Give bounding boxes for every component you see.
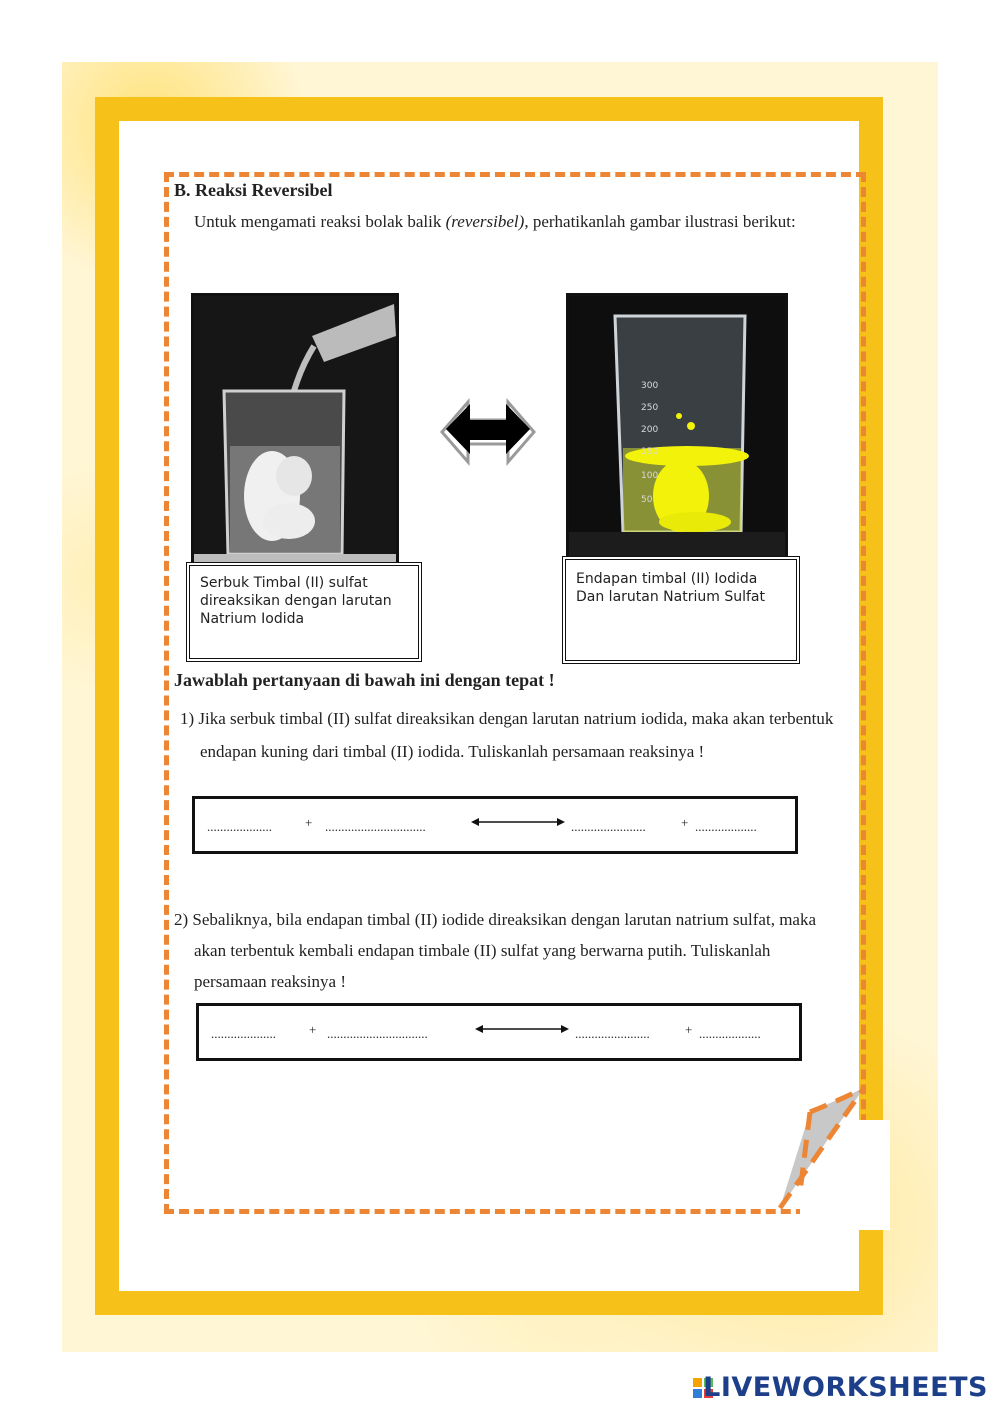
caption-left-line: direaksikan dengan larutan	[200, 593, 392, 609]
question-1-line: endapan kuning dari timbal (II) iodida. Tuliskanlah persamaan reaksinya !	[200, 742, 705, 761]
plus-sign: +	[681, 815, 689, 830]
blank-product-1[interactable]: .......................	[571, 819, 646, 834]
question-1	[180, 702, 864, 768]
blank-product-2[interactable]: ...................	[695, 819, 757, 834]
questions-heading: Jawablah pertanyaan di bawah ini dengan tepat !	[174, 670, 555, 690]
caption-right-line: Dan larutan Natrium Sulfat	[576, 589, 765, 605]
plus-sign: +	[685, 1022, 693, 1037]
question-2-line: 2) Sebaliknya, bila endapan timbal (II) iodide direaksikan dengan larutan natrium sulfat, maka	[174, 910, 817, 929]
equilibrium-arrow-icon	[471, 817, 565, 827]
intro-text: Untuk mengamati reaksi bolak balik (reversibel), perhatikanlah gambar ilustrasi berikut:	[194, 212, 796, 231]
section-heading: B. Reaksi Reversibel	[174, 180, 333, 200]
photo-lead-sulfate-beaker	[191, 293, 399, 571]
question-2	[174, 904, 864, 997]
question-1-line: 1) Jika serbuk timbal (II) sulfat direaksikan dengan larutan natrium iodida, maka akan terbentuk	[180, 709, 834, 728]
question-2-line: persamaan reaksinya !	[194, 972, 346, 991]
answer-box-2[interactable]	[196, 1003, 802, 1061]
plus-sign: +	[309, 1022, 317, 1037]
page-curl-icon	[770, 1080, 870, 1220]
caption-left	[186, 562, 422, 662]
blank-reactant-2[interactable]: ...............................	[325, 819, 426, 834]
answer-box-1[interactable]	[192, 796, 798, 854]
beaker-mark-250: 250	[641, 403, 659, 413]
double-arrow-icon	[438, 396, 538, 468]
blank-reactant-2[interactable]: ...............................	[327, 1026, 428, 1041]
caption-right	[562, 556, 800, 664]
beaker-mark-200: 200	[641, 425, 659, 435]
plus-sign: +	[305, 815, 313, 830]
caption-right-line: Endapan timbal (II) Iodida	[576, 571, 758, 587]
equilibrium-arrow-icon	[475, 1024, 569, 1034]
photo-lead-iodide-beaker	[566, 293, 788, 559]
blank-product-1[interactable]: .......................	[575, 1026, 650, 1041]
blank-reactant-1[interactable]: ....................	[207, 819, 272, 834]
beaker-mark-300: 300	[641, 381, 659, 391]
beaker-mark-150: 150	[641, 447, 659, 457]
question-2-line: akan terbentuk kembali endapan timbale (II) sulfat yang berwarna putih. Tuliskanlah	[194, 941, 771, 960]
blank-reactant-1[interactable]: ....................	[211, 1026, 276, 1041]
beaker-mark-50: 50	[641, 495, 653, 505]
caption-left-line: Serbuk Timbal (II) sulfat	[200, 575, 368, 591]
brand-wordmark[interactable]: LIVEWORKSHEETS	[703, 1372, 988, 1403]
blank-product-2[interactable]: ...................	[699, 1026, 761, 1041]
beaker-mark-100: 100	[641, 471, 659, 481]
caption-left-line: Natrium Iodida	[200, 611, 305, 627]
